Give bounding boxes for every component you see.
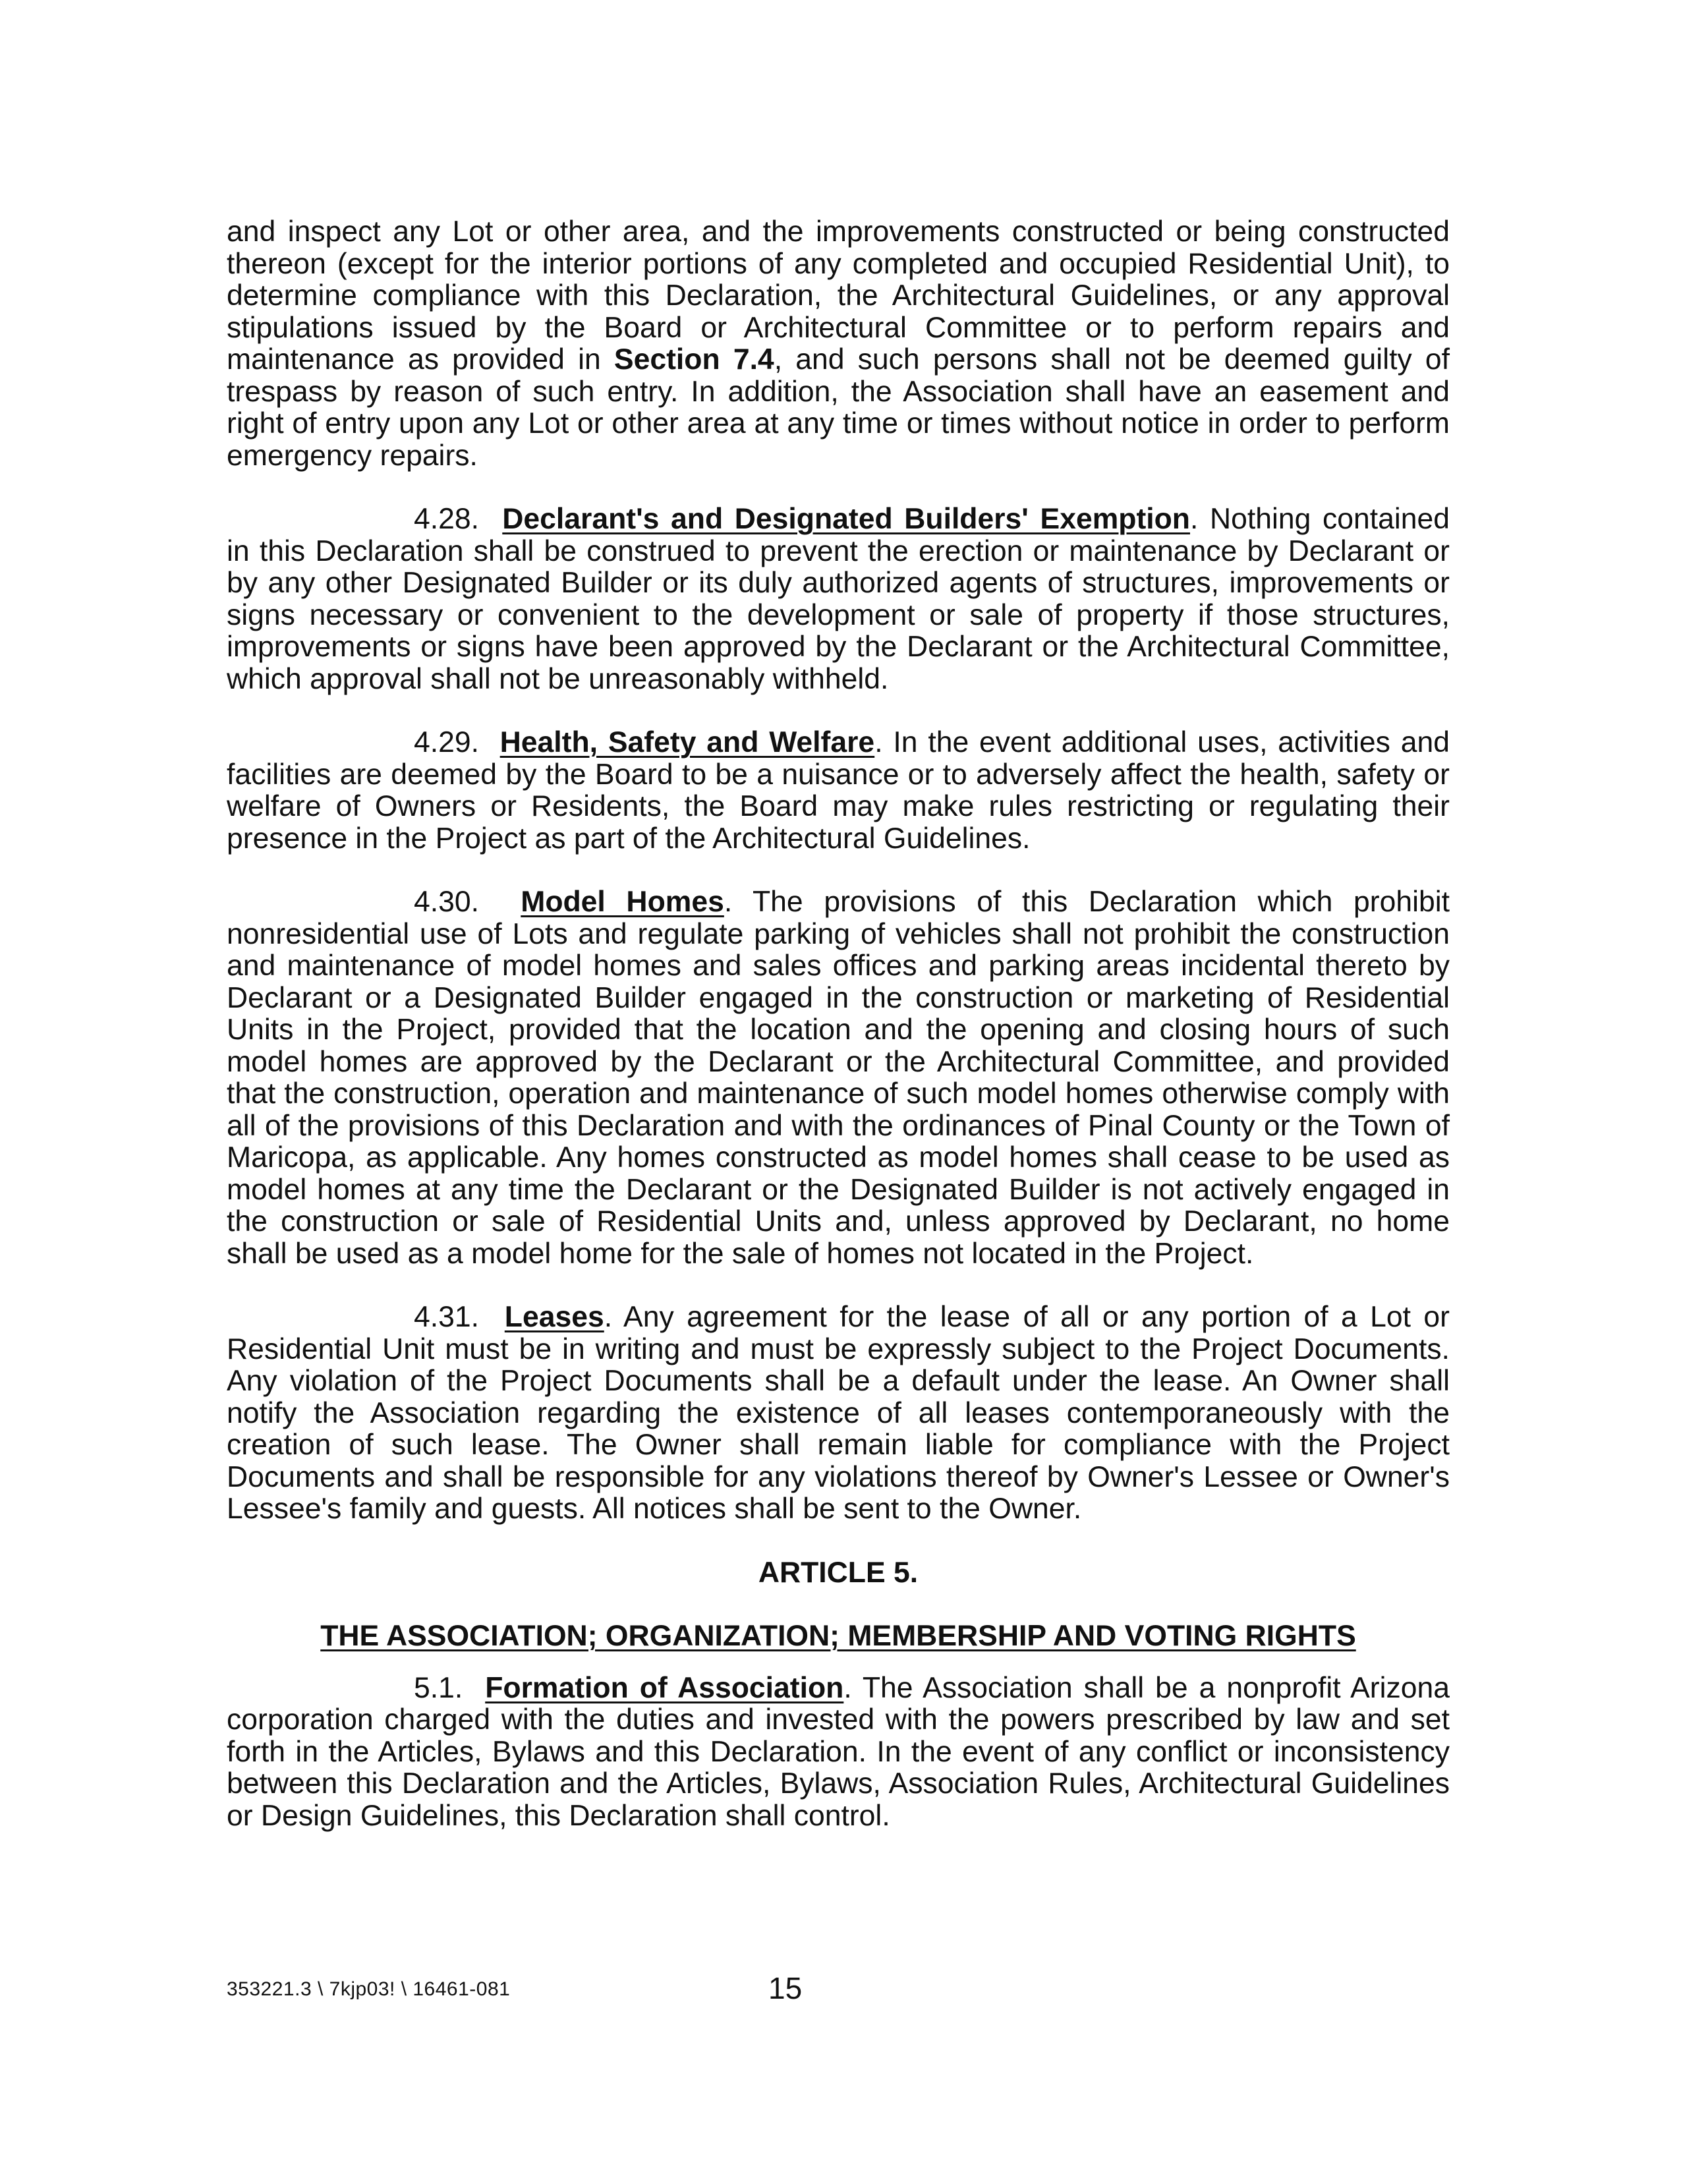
continuation-text-part2: , and such persons shall not be deemed guilty of trespass by reason of such entry. In addition, the Association shall have an easement and right of entry upon any Lot or other area at any time or times without notice in order to perform emergency repairs. xyxy=(227,343,1450,472)
section-body: . The provisions of this Declaration which prohibit nonresidential use of Lots and regulate parking of vehicles shall not prohibit the construction and maintenance of model homes and sales offices and parking areas incidental thereto by Declarant or a Designated Builder engaged in the construction or marketing of Residential Units in the Project, provided that the location and the opening and closing hours of such model homes are approved by the Declarant or the Architectural Committee, and provided that the construction, operation and maintenance of such model homes otherwise comply with all of the provisions of this Declaration and with the ordinances of Pinal County or the Town of Maricopa, as applicable. Any homes constructed as model homes shall cease to be used as model homes at any time the Declarant or the Designated Builder is not actively engaged in the construction or sale of Residential Units and, unless approved by Declarant, no home shall be used as a model home for the sale of homes not located in the Project. xyxy=(227,886,1450,1270)
section-title: Declarant's and Designated Builders' Exemption xyxy=(502,503,1190,535)
section-title: Model Homes xyxy=(521,886,724,918)
section-number: 4.29. xyxy=(414,726,479,758)
section-title: Health, Safety and Welfare xyxy=(499,726,875,758)
section-number: 4.30. xyxy=(414,886,479,918)
section-body: . In the event additional uses, activities and facilities are deemed by the Board to be a nuisance or to adversely affect the health, safety or welfare of Owners or Residents, the Board may make rules restricting or regulating their presence in the Project as part of the Architectural Guidelines. xyxy=(227,726,1450,855)
section-number: 4.31. xyxy=(414,1301,479,1333)
section-title: Formation of Association xyxy=(485,1671,844,1704)
section-4-30 xyxy=(227,886,1450,1270)
footer-page-number: 15 xyxy=(768,1971,803,2005)
section-4-28 xyxy=(227,503,1450,695)
section-5-1 xyxy=(227,1672,1450,1833)
section-4-29 xyxy=(227,727,1450,855)
article-title: THE ASSOCIATION; ORGANIZATION; MEMBERSHIP AND VOTING RIGHTS xyxy=(320,1620,1356,1652)
section-number: 5.1. xyxy=(414,1671,463,1704)
section-number: 4.28. xyxy=(414,503,479,535)
continuation-text-part1: and inspect any Lot or other area, and the improvements constructed or being constructed thereon (except for the interior portions of any completed and occupied Residential Unit), to determine compliance with this Declaration, the Architectural Guidelines, or any approval stipulations issued by the Board or Architectural Committee or to perform repairs and maintenance as provided in xyxy=(227,215,1450,376)
footer-document-id: 353221.3 \ 7kjp03! \ 16461-081 xyxy=(227,1978,511,2000)
section-body: . Any agreement for the lease of all or any portion of a Lot or Residential Unit must be in writing and must be expressly subject to the Project Documents. Any violation of the Project Documents shall be a default under the lease. An Owner shall notify the Association regarding the existence of all leases contemporaneously with the creation of such lease. The Owner shall remain liable for compliance with the Project Documents and shall be responsible for any violations thereof by Owner's Lessee or Owner's Lessee's family and guests. All notices shall be sent to the Owner. xyxy=(227,1301,1450,1525)
section-body: . Nothing contained in this Declaration shall be construed to prevent the erection or maintenance by Declarant or by any other Designated Builder or its duly authorized agents of structures, improvements or signs necessary or convenient to the development or sale of property if those structures, improvements or signs have been approved by the Declarant or the Architectural Committee, which approval shall not be unreasonably withheld. xyxy=(227,503,1450,695)
page-content xyxy=(227,216,1450,1832)
section-title: Leases xyxy=(504,1301,604,1333)
section-reference: Section 7.4 xyxy=(613,343,774,376)
continuation-paragraph xyxy=(227,216,1450,472)
section-body: . The Association shall be a nonprofit Arizona corporation charged with the duties and invested with the powers prescribed by law and set forth in the Articles, Bylaws and this Declaration. In the event of any conflict or inconsistency between this Declaration and the Articles, Bylaws, Association Rules, Architectural Guidelines or Design Guidelines, this Declaration shall control. xyxy=(227,1671,1450,1832)
section-4-31 xyxy=(227,1301,1450,1526)
article-number: ARTICLE 5. xyxy=(758,1556,919,1589)
